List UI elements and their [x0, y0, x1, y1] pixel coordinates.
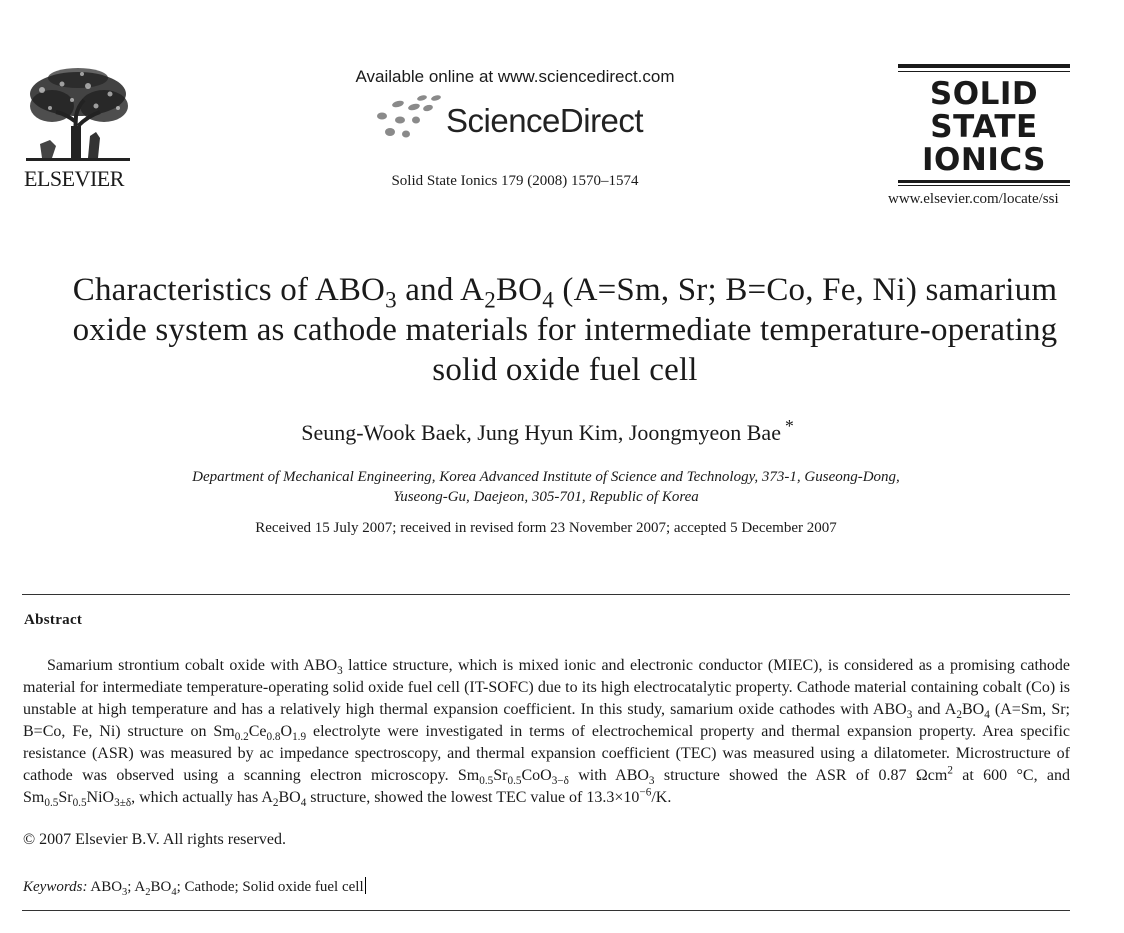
abstract-run: electrolyte were investigated in terms of electrochemical property and thermal expansion property. Area specific resistance (ASR) was measured by ac impedance spectroscopy, and thermal expansion coefficient (TEC) was measured using a dilatometer. Microstructure of cathode was observed using a scanning electron microscopy. Sm	[23, 723, 1071, 784]
elsevier-wordmark: ELSEVIER	[24, 166, 124, 191]
journal-logo-top-bar	[898, 64, 1070, 68]
abstract-sub: 3−δ	[551, 775, 569, 788]
journal-logo-bottom-bar	[898, 180, 1070, 183]
authors-text: Seung-Wook Baek, Jung Hyun Kim, Joongmyeon Bae	[301, 420, 781, 445]
abstract-run: with ABO	[568, 767, 649, 784]
sciencedirect-wordmark: ScienceDirect	[446, 102, 644, 139]
keyword-run: ; A	[127, 879, 146, 895]
text-cursor	[365, 877, 366, 894]
abstract-sup: −6	[639, 786, 652, 799]
keywords-line	[23, 877, 366, 896]
abstract-run: /K.	[651, 789, 672, 806]
abstract-run: BO	[961, 701, 985, 718]
abstract-run: structure, showed the lowest TEC value of 13.3×10	[306, 789, 640, 806]
copyright-notice: © 2007 Elsevier B.V. All rights reserved.	[23, 831, 286, 848]
author-affiliation	[0, 467, 1092, 507]
abstract-sub: 4	[984, 709, 990, 722]
title-text: Characteristics of ABO	[72, 272, 386, 308]
keyword-sub: 2	[145, 887, 151, 898]
abstract-sub: 3	[906, 709, 913, 722]
abstract-sub: 3	[337, 665, 343, 678]
abstract-run: Sr	[58, 789, 73, 806]
abstract-run: structure showed the ASR of 0.87 Ωcm	[654, 767, 948, 784]
abstract-run: lattice structure, which is mixed ionic and electronic conductor (MIEC), is considered as a promising cathode material for intermediate temperature-operating solid oxide fuel cell (IT-SOFC) due to its high electrocatalytic property. Cathode material containing cobalt (Co) is unstable at high temperature and has a relatively high thermal expansion coefficient. In this study, samarium oxide cathodes with ABO	[23, 657, 1071, 718]
title-line-2: oxide system as cathode materials for intermediate temperature-operating	[72, 312, 1058, 348]
abstract-heading: Abstract	[24, 612, 83, 628]
keywords-label: Keywords:	[23, 879, 88, 895]
abstract-run: NiO	[86, 789, 115, 806]
abstract-sub: 4	[300, 797, 307, 810]
abstract-sub: 3±δ	[114, 797, 132, 810]
abstract-sub: 3	[648, 775, 655, 788]
abstract-run: CoO	[521, 767, 552, 784]
abstract-run: Sr	[493, 767, 508, 784]
keyword-run: ; Cathode; Solid oxide fuel cell	[176, 879, 364, 895]
affiliation-line-1: Department of Mechanical Engineering, Korea Advanced Institute of Science and Technology, 373-1, Guseong-Dong,	[192, 469, 900, 485]
abstract-run: BO	[278, 789, 301, 806]
title-subscript: 2	[484, 286, 496, 313]
journal-name-line-1: SOLID	[929, 76, 1039, 112]
available-online-text: Available online at www.sciencedirect.com	[355, 67, 675, 86]
received-dates: Received 15 July 2007; received in revised form 23 November 2007; accepted 5 December 2007	[255, 520, 837, 536]
corresponding-author-mark[interactable]: *	[784, 415, 794, 436]
affiliation-line-2: Yuseong-Gu, Daejeon, 305-701, Republic of Korea	[393, 489, 699, 505]
abstract-sub: 1.9	[292, 731, 307, 744]
title-text: and A	[396, 272, 485, 308]
abstract-sub: 2	[272, 797, 279, 810]
abstract-sub: 0.5	[507, 775, 522, 788]
journal-logo	[898, 64, 1070, 188]
abstract-sub: 0.5	[72, 797, 87, 810]
abstract-run: (A=Sm, Sr; B=Co, Fe, Ni) structure on Sm	[23, 701, 1070, 740]
journal-name-line-2: STATE	[930, 109, 1038, 145]
keyword-run: BO	[150, 879, 172, 895]
abstract-sub: 0.5	[479, 775, 494, 788]
abstract-run: Samarium strontium cobalt oxide with ABO	[47, 657, 338, 674]
journal-name-line-3: IONICS	[921, 142, 1047, 178]
title-subscript: 4	[542, 286, 554, 313]
title-subscript: 3	[385, 286, 397, 313]
title-line-3: solid oxide fuel cell	[432, 352, 698, 388]
abstract-bottom-rule	[22, 910, 1070, 911]
journal-url-link[interactable]: www.elsevier.com/locate/ssi	[888, 191, 1059, 207]
sciencedirect-dots-icon	[376, 94, 446, 140]
abstract-run: Ce	[248, 723, 267, 740]
abstract-sub: 2	[956, 709, 962, 722]
abstract-run: and A	[912, 701, 957, 718]
abstract-text	[23, 655, 1070, 809]
title-text: (A=Sm, Sr; B=Co, Fe, Ni) samarium	[553, 272, 1058, 308]
author-list	[0, 415, 1095, 446]
abstract-sub: 0.8	[266, 731, 281, 744]
abstract-sub: 0.2	[234, 731, 249, 744]
article-title	[20, 270, 1110, 390]
journal-logo-bottom-rule	[898, 185, 1070, 186]
journal-logo-top-rule	[898, 71, 1070, 72]
keyword-run: ABO	[87, 879, 123, 895]
journal-citation: Solid State Ionics 179 (2008) 1570–1574	[391, 173, 639, 189]
keyword-sub: 4	[171, 887, 177, 898]
abstract-top-rule	[22, 594, 1070, 595]
title-text: BO	[495, 272, 543, 308]
abstract-sub: 0.5	[44, 797, 59, 810]
abstract-paragraph	[23, 655, 1070, 809]
abstract-run: O	[280, 723, 293, 740]
abstract-run: at 600 °C, and Sm	[23, 767, 1071, 806]
abstract-sup: 2	[947, 764, 953, 777]
abstract-run: , which actually has A	[131, 789, 273, 806]
keyword-sub: 3	[122, 887, 128, 898]
